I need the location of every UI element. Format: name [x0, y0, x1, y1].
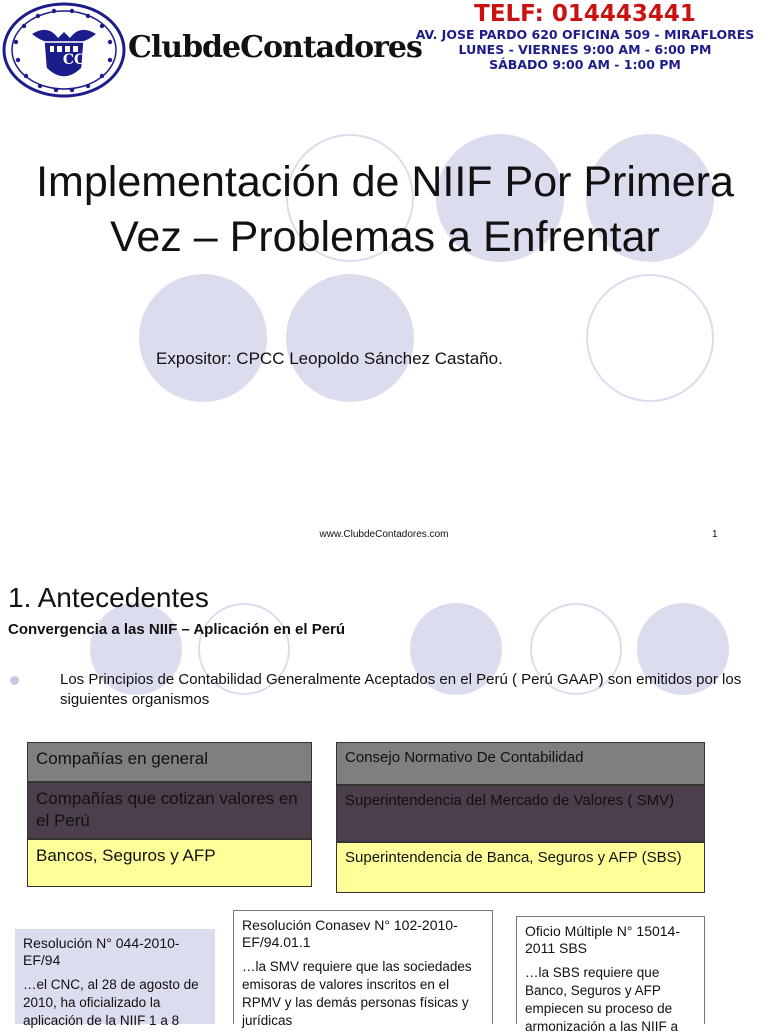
- footer-url: www.ClubdeContadores.com: [319, 529, 449, 540]
- resolution-title: Oficio Múltiple N° 15014-2011 SBS: [525, 923, 680, 956]
- regulator-cell: Superintendencia del Mercado de Valores ( SMV): [336, 785, 705, 842]
- resolution-note: [516, 916, 705, 1034]
- resolution-title: Resolución Conasev N° 102-2010-EF/94.01.1: [242, 917, 458, 950]
- decor-circle: [139, 274, 267, 402]
- saturday-hours: SÁBADO 9:00 AM - 1:00 PM: [489, 57, 681, 72]
- entity-cell: Compañías en general: [27, 742, 312, 782]
- bullet-text: Los Principios de Contabilidad Generalmente Aceptados en el Perú ( Perú GAAP) son emitidos por los siguientes organismos: [60, 671, 742, 708]
- entity-cell: Compañías que cotizan valores en el Perú: [27, 782, 312, 839]
- office-address: AV. JOSE PARDO 620 OFICINA 509 - MIRAFLORES: [415, 27, 755, 42]
- phone-number: TELF: 014443441: [474, 1, 696, 27]
- resolution-note: [233, 910, 493, 1028]
- club-logo-seal: [2, 2, 126, 98]
- slide-subtitle: Expositor: CPCC Leopoldo Sánchez Castaño.: [156, 349, 503, 368]
- resolution-note: [15, 929, 215, 1028]
- decor-circle: [286, 274, 414, 402]
- bullet-icon: [10, 676, 19, 685]
- weekday-hours: LUNES - VIERNES 9:00 AM - 6:00 PM: [458, 42, 712, 57]
- seal-monogram: CC: [62, 52, 86, 68]
- section-subheading: Convergencia a las NIIF – Aplicación en el Perú: [8, 621, 346, 638]
- resolution-excerpt: …el CNC, al 28 de agosto de 2010, ha oficializado la aplicación de la NIIF 1 a 8: [23, 977, 199, 1028]
- page-number: 1: [712, 529, 718, 540]
- section-heading: 1. Antecedentes: [8, 582, 209, 613]
- entity-cell: Bancos, Seguros y AFP: [27, 839, 312, 887]
- slide-title: Implementación de NIIF Por Primera Vez – Problemas a Enfrentar: [36, 158, 734, 261]
- regulator-cell: Consejo Normativo De Contabilidad: [336, 742, 705, 785]
- decor-circle: [586, 274, 714, 402]
- regulator-cell: Superintendencia de Banca, Seguros y AFP (SBS): [336, 842, 705, 893]
- resolution-excerpt: …la SMV requiere que las sociedades emisoras de valores inscritos en el RPMV y las demás personas físicas y jurídicas: [242, 959, 472, 1028]
- resolution-excerpt: …la SBS requiere que Banco, Seguros y AFP empiecen su proceso de armonización a las NIIF a: [525, 965, 679, 1034]
- brand-wordmark: ClubdeContadores: [128, 30, 422, 65]
- resolution-title: Resolución N° 044-2010-EF/94: [23, 935, 180, 968]
- header-banner: [0, 0, 768, 100]
